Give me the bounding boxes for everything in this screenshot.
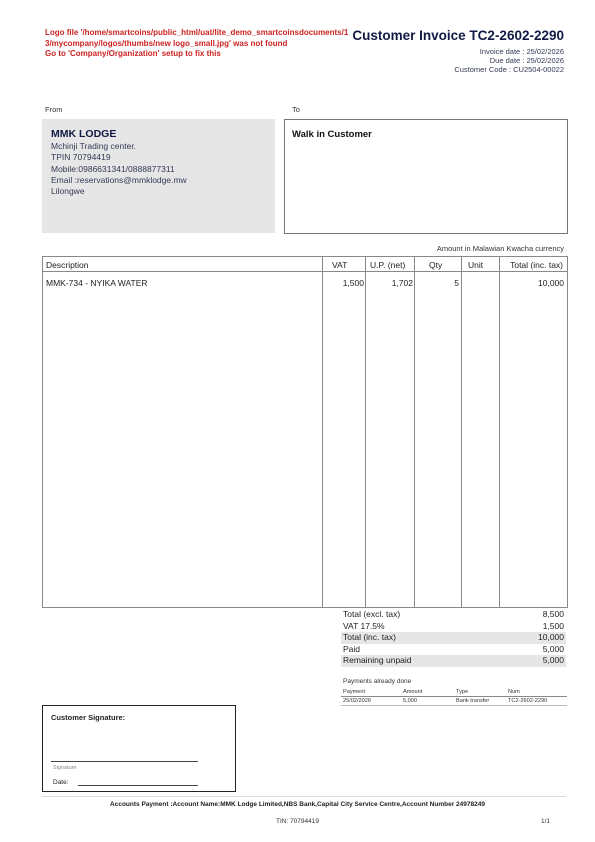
header-total: Total (inc. tax) xyxy=(510,260,563,270)
item-unit-price: 1,702 xyxy=(391,278,413,288)
to-label: To xyxy=(292,105,300,114)
remaining-value: 5,000 xyxy=(542,655,564,665)
sender-mobile: Mobile:0986631341/0888877311 xyxy=(51,163,175,174)
total-inc-row xyxy=(341,632,566,644)
payments-title: Payments already done xyxy=(343,678,412,685)
footer-divider xyxy=(42,796,566,797)
paid-row xyxy=(341,644,566,656)
sender-email: Email :reservations@mmklodge.mw xyxy=(51,174,187,185)
total-inc-label: Total (inc. tax) xyxy=(343,632,396,642)
sender-city: Lilongwe xyxy=(51,186,85,197)
due-date: Due date : 25/02/2026 xyxy=(489,55,564,65)
signature-date-label: Date: xyxy=(53,779,69,786)
signature-date-line xyxy=(78,785,198,786)
logo-error-line: 3/mycompany/logos/thumbs/new logo_small.jpg' was not found xyxy=(45,38,288,48)
payments-table xyxy=(341,687,567,706)
sender-details xyxy=(51,141,187,197)
logo-error-message xyxy=(45,28,355,60)
total-excl-row xyxy=(341,609,566,621)
payments-header-type: Type xyxy=(456,689,469,695)
payment-type: Bank transfer xyxy=(456,698,490,704)
signature-title: Customer Signature: xyxy=(51,713,126,722)
payments-header-amount: Amount xyxy=(403,689,423,695)
payments-header-row xyxy=(341,687,567,697)
paid-label: Paid xyxy=(343,643,361,654)
invoice-title: Customer Invoice TC2-2602-2290 xyxy=(352,28,564,43)
paid-value: 5,000 xyxy=(542,643,564,654)
customer-code: Customer Code : CU2504-00022 xyxy=(454,64,564,74)
logo-error-line: Go to 'Company/Organization' setup to fix this xyxy=(45,49,221,58)
payment-date: 25/02/2026 xyxy=(343,698,371,704)
item-total: 10,000 xyxy=(538,278,564,288)
payment-num: TC2-2602-2290 xyxy=(508,698,548,704)
header-description: Description xyxy=(46,260,89,270)
payment-amount: 5,000 xyxy=(403,698,417,704)
item-qty: 5 xyxy=(454,278,459,288)
sender-address: Mchinji Trading center. xyxy=(51,141,137,151)
column-divider xyxy=(322,257,323,607)
remaining-label: Remaining unpaid xyxy=(343,655,412,665)
vat-label: VAT 17.5% xyxy=(343,620,385,631)
from-label: From xyxy=(45,105,63,114)
payment-row xyxy=(341,697,567,706)
invoice-date: Invoice date : 25/02/2026 xyxy=(479,47,564,56)
column-divider xyxy=(365,257,366,607)
payments-header-num: Num xyxy=(508,689,520,695)
total-excl-value: 8,500 xyxy=(542,609,564,619)
column-divider xyxy=(414,257,415,607)
footer-tin: TIN: 70794419 xyxy=(275,818,319,825)
recipient-name: Walk in Customer xyxy=(292,129,372,140)
signature-caption: Signature xyxy=(53,765,77,771)
logo-error-line: Logo file '/home/smartcoins/public_html/uat/lite_demo_smartcoinsdocuments/1 xyxy=(45,28,349,37)
totals-block xyxy=(341,609,566,667)
invoice-meta xyxy=(454,48,564,74)
header-unit: Unit xyxy=(468,260,484,270)
total-inc-value: 10,000 xyxy=(538,632,564,642)
signature-line xyxy=(51,761,198,762)
currency-note: Amount in Malawian Kwacha currency xyxy=(436,244,564,253)
column-divider xyxy=(461,257,462,607)
page-number: 1/1 xyxy=(540,818,550,825)
remaining-row xyxy=(341,655,566,667)
vat-value: 1,500 xyxy=(542,620,564,631)
header-unit-price: U.P. (net) xyxy=(370,260,406,270)
footer-bank-details: Accounts Payment :Account Name:MMK Lodge Limited,NBS Bank,Capital City Service Centre,Account Number 24978249 xyxy=(110,801,485,808)
header-vat: VAT xyxy=(332,260,348,270)
item-vat: 1,500 xyxy=(342,278,364,288)
item-description: MMK-734 - NYIKA WATER xyxy=(46,278,148,288)
vat-row xyxy=(341,621,566,633)
table-header-divider xyxy=(43,271,567,272)
sender-tpin: TPIN 70794419 xyxy=(51,152,111,163)
header-qty: Qty xyxy=(429,260,443,270)
line-items-table xyxy=(42,256,568,608)
column-divider xyxy=(499,257,500,607)
sender-name: MMK LODGE xyxy=(51,128,117,140)
total-excl-label: Total (excl. tax) xyxy=(343,609,401,619)
payments-header-payment: Payment xyxy=(343,689,366,695)
